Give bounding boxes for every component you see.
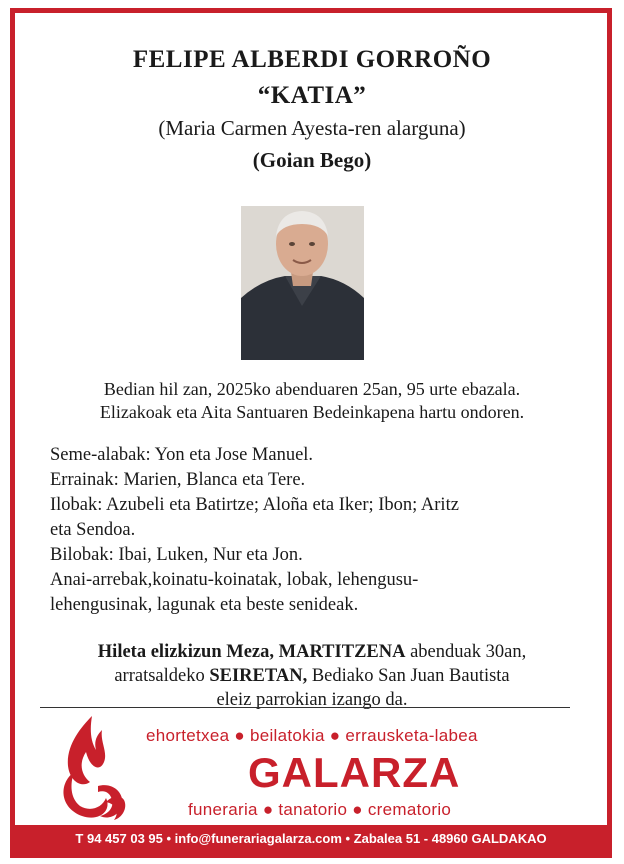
funeral-info [40,640,584,712]
spouse-note: (Maria Carmen Ayesta-ren alarguna) [158,116,466,140]
family-relatives-line-1: Anai-arrebak,koinatu-koinatak, lobak, lehengusu- [50,570,419,590]
family-great-grandchildren: Bilobak: Ibai, Luken, Nur eta Jon. [50,545,303,565]
portrait-photo [241,206,364,360]
funeral-service-label: Hileta elizkizun Meza, [97,642,275,662]
funeral-line-2 [40,664,584,688]
divider-line [40,707,570,708]
funeral-day: MARTITZENA [278,642,406,662]
family-list [50,443,570,618]
funeral-line-3: eleiz parrokian izango da. [216,690,408,710]
death-notice-line-1: Bedian hil zan, 2025ko abenduaren 25an, 95 urte ebazala. [103,379,521,399]
family-in-laws: Errainak: Marien, Blanca eta Tere. [50,470,306,490]
family-relatives-line-2: lehengusinak, lagunak eta beste senideak. [50,595,359,615]
rest-in-peace: (Goian Bego) [252,148,372,172]
death-notice-line-2: Elizakoak eta Aita Santuaren Bedeinkapena hartu ondoren. [99,402,525,422]
funeral-place: Bediako San Juan Bautista [311,666,510,686]
funeral-line-1 [40,640,584,664]
funeral-time-prefix: arratsaldeko [114,666,205,686]
logo-company-name: GALARZA [248,749,461,796]
portrait-image [241,206,364,360]
logo-services-spanish: funeraria ● tanatorio ● crematorio [188,800,452,819]
family-grandchildren-line-1: Ilobak: Azubeli eta Batirtze; Aloña eta Iker; Ibon; Aritz [50,495,459,515]
family-children: Seme-alabak: Yon eta Jose Manuel. [50,445,314,465]
deceased-nickname: “KATIA” [257,82,367,109]
logo-services-basque: ehortetxea ● beilatokia ● errausketa-labea [146,726,478,745]
contact-footer: T 94 457 03 95 • info@funerariagalarza.com • Zabalea 51 - 48960 GALDAKAO [15,825,607,853]
funeral-time: SEIRETAN, [209,666,308,686]
galarza-flame-logo-icon [52,712,132,824]
deceased-name: FELIPE ALBERDI GORROÑO [132,46,492,73]
death-notice [0,378,624,424]
funeral-date: abenduak 30an, [410,642,527,662]
family-grandchildren-line-2: eta Sendoa. [50,520,136,540]
